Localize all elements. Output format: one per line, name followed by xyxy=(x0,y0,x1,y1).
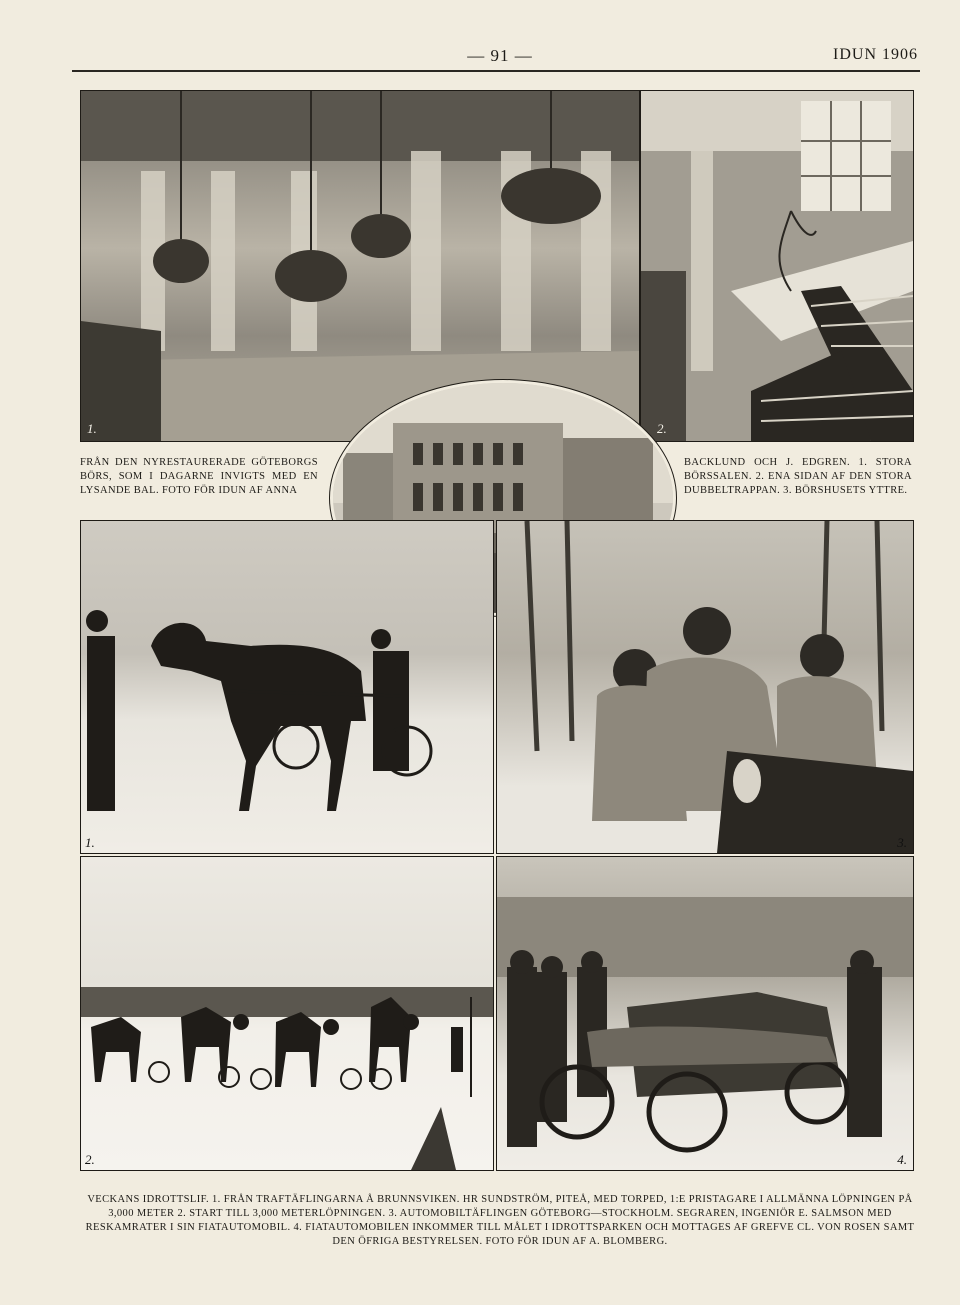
page-number: — 91 — xyxy=(467,46,533,65)
photo-number: 1. xyxy=(87,421,97,436)
header-rule xyxy=(72,70,920,72)
masthead: IDUN 1906 xyxy=(833,46,918,63)
caption-sports: VECKANS IDROTTSLIF. 1. FRÅN TRAFTÄFLINGARNA Å BRUNNSVIKEN. HR SUNDSTRÖM, PITEÅ, MED TORPED, 1:E PRISTAGARE I ALLMÄNNA LÖPNINGEN PÅ 3,000 METER 2. START TILL 3,000 METERLÖPNINGEN. 3. AUTOMOBILTÄFLINGEN GÖTEBORG—STOCKHOLM. SEGRAREN, INGENIÖR E. SALMSON MED RESKAMRATER I SIN FIATAUTOMOBIL. 4. FIATAUTOMOBILEN INKOMMER TILL MÅLET I IDROTTSPARKEN OCH MOTTAGES AF GREFVE CL. VON ROSEN SAMT DEN ÖFRIGA BESTYRELSEN. FOTO FÖR IDUN AF A. BLOMBERG. xyxy=(85,1194,915,1247)
photo-number: 2. xyxy=(657,421,667,436)
photo-number: 3. xyxy=(897,835,907,850)
trotting-illustration xyxy=(81,857,493,1170)
staircase-illustration xyxy=(641,91,913,441)
photo-horse-sulky xyxy=(80,520,494,854)
motorists-illustration xyxy=(497,521,913,853)
photo-motorists xyxy=(496,520,914,854)
photo-number: 1. xyxy=(85,835,95,850)
caption-top-right: BACKLUND OCH J. EDGREN. 1. STORA BÖRSSALEN. 2. ENA SIDAN AF DEN STORA DUBBELTRAPPAN. 3. BÖRSHUSETS YTTRE. xyxy=(684,457,912,496)
photo-number: 2. xyxy=(85,1152,95,1167)
automobile-illustration xyxy=(497,857,913,1170)
photo-number: 4. xyxy=(897,1152,907,1167)
photo-staircase xyxy=(640,90,914,442)
horse-illustration xyxy=(81,521,493,853)
photo-trotting-start xyxy=(80,856,494,1171)
photo-automobile-arrival xyxy=(496,856,914,1171)
caption-top-left: FRÅN DEN NYRESTAURERADE GÖTEBORGS BÖRS, SOM I DAGARNE INVIGTS MED EN LYSANDE BAL. FOTO FÖR IDUN AF ANNA xyxy=(80,457,318,496)
